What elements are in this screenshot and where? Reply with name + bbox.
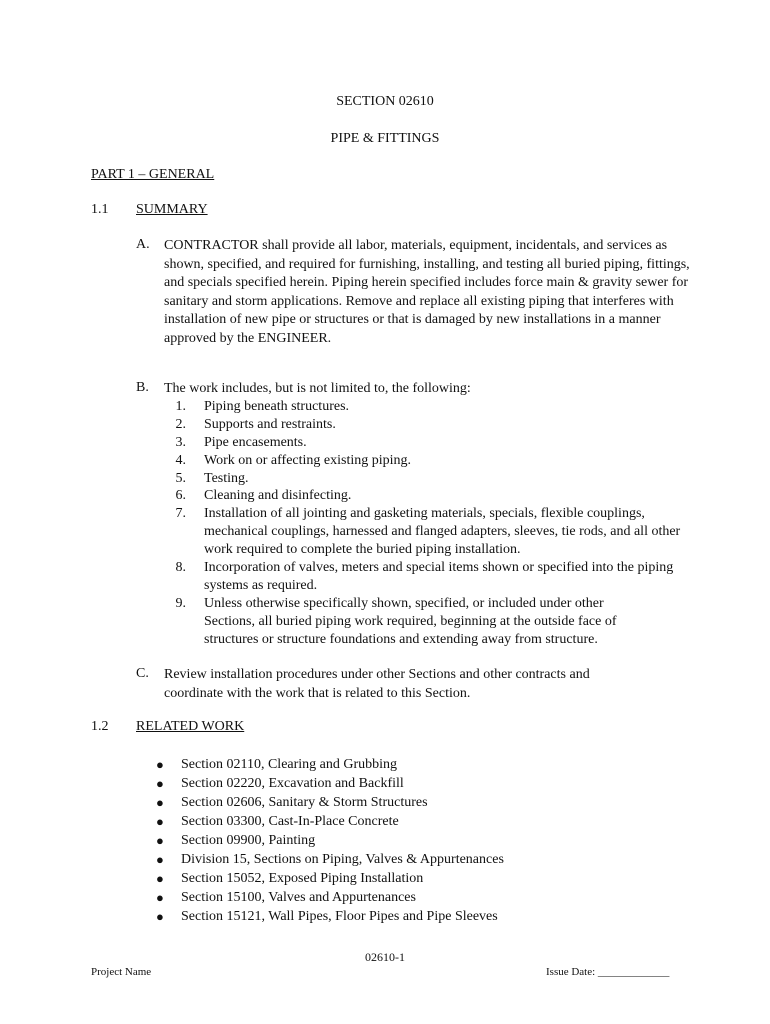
related-work-number: 1.2 (91, 719, 109, 734)
bullet-icon: ● (156, 871, 164, 886)
page-number: 02610-1 (365, 950, 405, 964)
section-number: SECTION 02610 (336, 94, 434, 109)
work-list-text: Incorporation of valves, meters and special items shown or specified into the piping systems as required. (204, 560, 674, 593)
work-list-number: 8. (175, 560, 186, 575)
list-item: ● Section 15052, Exposed Piping Installation (156, 871, 424, 886)
work-list-text: Installation of all jointing and gasketing materials, specials, flexible couplings, mechanical couplings, harnessed and flanged adapters, sleeves, tie rods, and all other work required to complete the buried piping installation. (204, 506, 681, 557)
work-list-number: 3. (175, 435, 186, 450)
work-list-number: 7. (175, 506, 186, 521)
list-item: ● Section 09900, Painting (156, 833, 316, 848)
bullet-icon: ● (156, 909, 164, 924)
section-title: PIPE & FITTINGS (330, 131, 440, 146)
bullet-icon: ● (156, 833, 164, 848)
list-item: ● Section 02220, Excavation and Backfill (156, 776, 404, 791)
bullet-icon: ● (156, 795, 164, 810)
item-a-marker: A. (136, 237, 150, 252)
bullet-icon: ● (156, 852, 164, 867)
work-list-text: Piping beneath structures. (204, 399, 350, 414)
project-name: Project Name (91, 966, 152, 978)
list-item: ● Division 15, Sections on Piping, Valves & Appurtenances (156, 852, 504, 867)
bullet-icon: ● (156, 890, 164, 905)
work-list-text: Testing. (204, 471, 249, 486)
bullet-icon: ● (156, 776, 164, 791)
work-list-number: 4. (175, 453, 186, 468)
list-item: ● Section 15100, Valves and Appurtenances (156, 890, 416, 905)
work-list-number: 6. (175, 488, 186, 503)
part-heading: PART 1 – GENERAL (91, 167, 215, 182)
bullet-icon: ● (156, 757, 164, 772)
item-a-text: CONTRACTOR shall provide all labor, materials, equipment, incidentals, and services as shown, specified, and required for furnishing, installing, and testing all buried piping, fittings, and specials specified herein. Piping herein specified includes force main & gravity sewer for sanitary and storm applications. Remove and replace all existing piping that interferes with installation of new pipe or structures or that is damaged by new installations in a manner approved by the ENGINEER. (164, 238, 690, 346)
summary-heading: SUMMARY (136, 202, 208, 217)
item-c-marker: C. (136, 666, 149, 681)
item-c-text: Review installation procedures under other Sections and other contracts and coordinate with the work that is related to this Section. (164, 667, 590, 701)
summary-number: 1.1 (91, 202, 109, 217)
item-b-marker: B. (136, 380, 149, 395)
work-list-text: Work on or affecting existing piping. (204, 453, 412, 468)
work-list-text: Supports and restraints. (204, 417, 336, 432)
item-b-text: The work includes, but is not limited to, the following: (164, 381, 471, 396)
work-list-number: 1. (175, 399, 186, 414)
list-item: ● Section 02110, Clearing and Grubbing (156, 757, 398, 772)
list-item: ● Section 02606, Sanitary & Storm Structures (156, 795, 428, 810)
work-list-number: 2. (175, 417, 186, 432)
work-list-text: Pipe encasements. (204, 435, 307, 450)
work-list-text: Unless otherwise specifically shown, specified, or included under other Sections, all buried piping work required, beginning at the outside face of structures or structure foundations and extending away from structure. (204, 596, 617, 647)
bullet-icon: ● (156, 814, 164, 829)
related-work-list (156, 755, 504, 926)
list-item: ● Section 03300, Cast-In-Place Concrete (156, 814, 399, 829)
list-item: ● Section 15121, Wall Pipes, Floor Pipes and Pipe Sleeves (156, 909, 498, 924)
issue-date: Issue Date: _____________ (546, 966, 670, 978)
related-work-heading: RELATED WORK (136, 719, 245, 734)
work-list-number: 5. (175, 471, 186, 486)
work-list-text: Cleaning and disinfecting. (204, 488, 352, 503)
work-list-number: 9. (175, 596, 186, 611)
